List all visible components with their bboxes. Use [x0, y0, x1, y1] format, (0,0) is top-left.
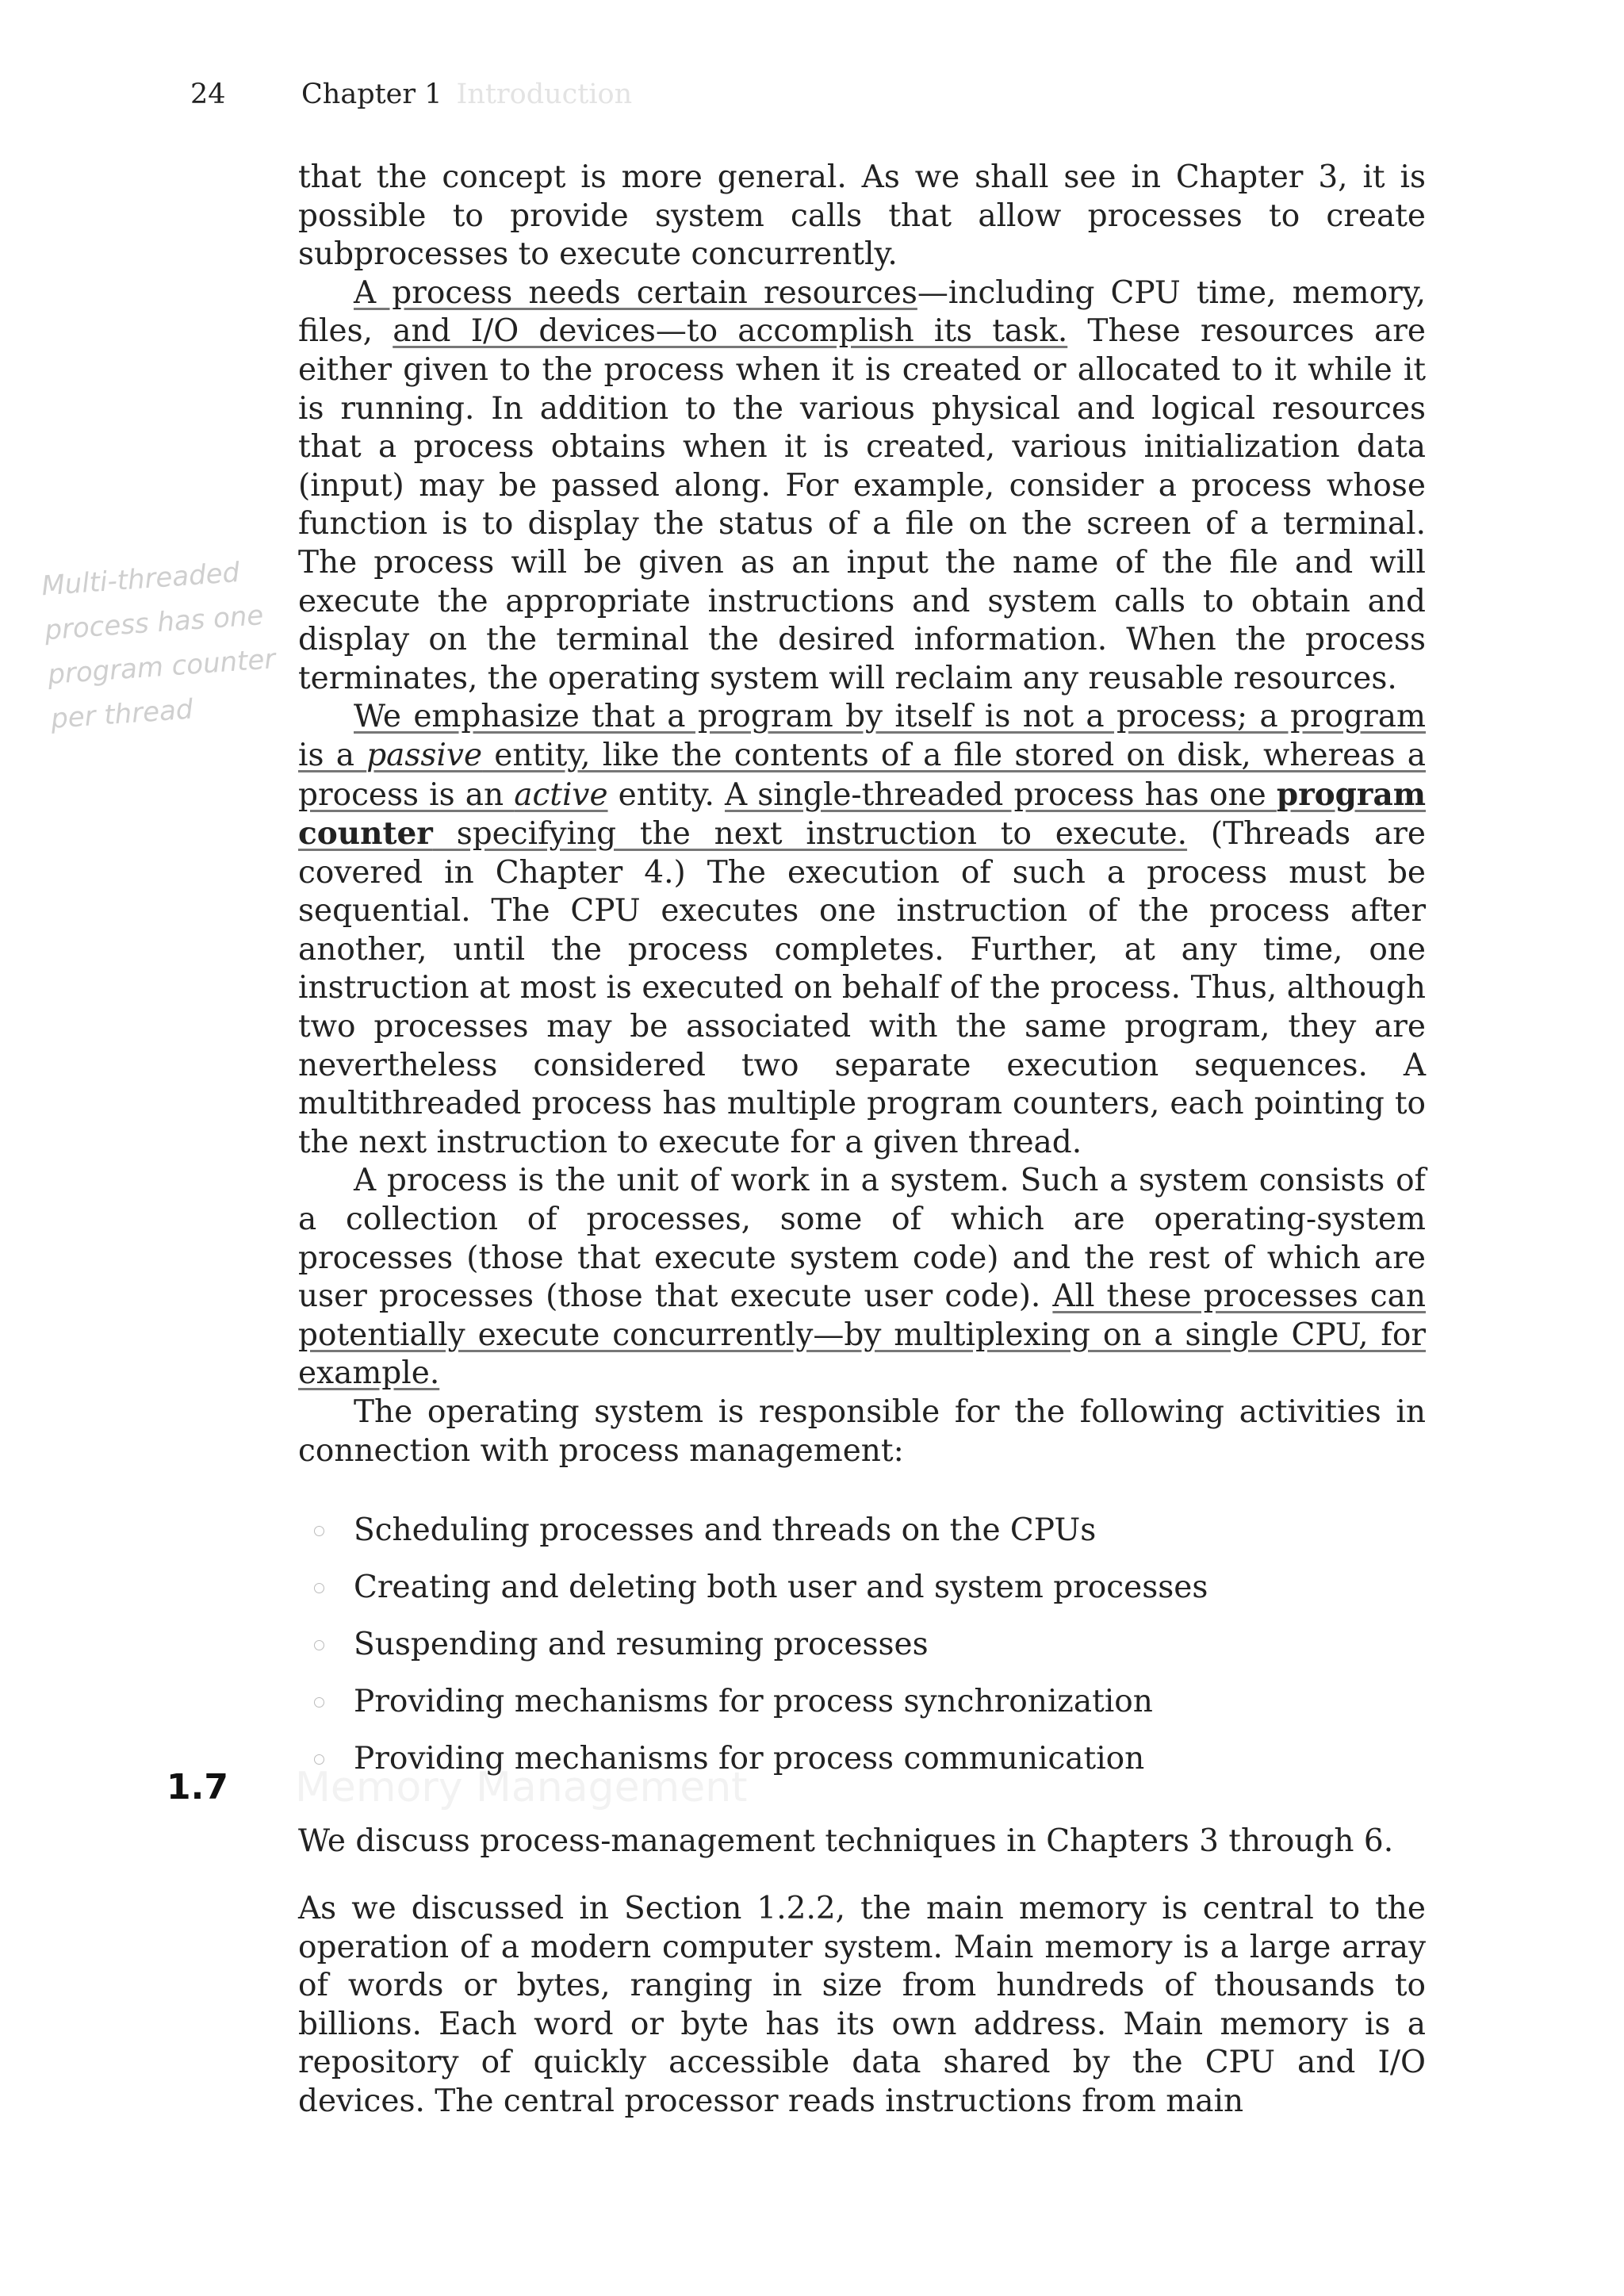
handwritten-margin-note	[40, 546, 306, 742]
activities-list	[298, 1502, 1426, 1788]
section-number: 1.7	[167, 1767, 228, 1807]
chapter-title: Introduction	[456, 79, 633, 110]
list-item: Providing mechanisms for process synchronization	[354, 1673, 1426, 1731]
term-passive: passive	[366, 737, 483, 773]
list-item: Creating and deleting both user and system processes	[354, 1559, 1426, 1616]
list-item: Scheduling processes and threads on the CPUs	[354, 1502, 1426, 1559]
summary-paragraph: We discuss process-management techniques in Chapters 3 through 6.	[298, 1823, 1394, 1860]
chapter-label: Chapter 1	[301, 79, 442, 110]
underlined-text: All these processes can potentially execute concurrently—by multiplexing on a single CPU, for example.	[298, 1278, 1426, 1392]
text-run: (Threads are covered in Chapter 4.) The execution of such a process must be sequential. The CPU executes one instruction of the process after another, until the process completes. Further, at any time, one instruction at most is executed on behalf of the process. Thus, although two processes may be associated with the same program, they are nevertheless considered two separate execution sequences. A multithreaded process has multiple program counters, each pointing to the next instruction to execute for a given thread.	[298, 816, 1426, 1160]
underlined-text: and I/O devices—to accomplish its task.	[393, 313, 1068, 350]
paragraph-3	[298, 698, 1426, 1162]
text-run: These resources are either given to the process when it is created or allocated to it while it is running. In addition to the various physical and logical resources that a process obtains when it is created, various initialization data (input) may be passed along. For example, consider a process whose function is to display the status of a file on the screen of a terminal. The process will be given as an input the name of the file and will execute the appropriate instructions and system calls to obtain and display on the terminal the desired information. When the process terminates, the operating system will reclaim any reusable resources.	[298, 313, 1427, 696]
underlined-text: A single-threaded process has one	[725, 776, 1277, 813]
margin-note-line: Multi-threaded	[40, 556, 241, 603]
underlined-text: A process needs certain resources	[354, 274, 917, 311]
list-item: Providing mechanisms for process communication	[354, 1731, 1426, 1788]
underlined-text: specifying the next instruction to execute.	[432, 816, 1188, 853]
page-number: 24	[190, 79, 226, 110]
paragraph-5: The operating system is responsible for the following activities in connection with process management:	[298, 1394, 1426, 1469]
body-text	[298, 159, 1426, 1861]
running-head	[301, 81, 632, 109]
margin-note-line: program counter	[46, 643, 277, 692]
text-run: entity.	[607, 776, 726, 813]
paragraph-4	[298, 1162, 1426, 1393]
margin-note-line: per thread	[49, 693, 194, 735]
underlined-text: entity, like the contents of a file stored on disk, whereas a process is an	[298, 737, 1426, 813]
term-active: active	[514, 776, 608, 813]
term-program-counter: program counter	[298, 776, 1427, 853]
text-run: —including CPU time, memory, files,	[298, 274, 1426, 350]
section-body	[298, 1890, 1426, 2122]
text-run: A process is the unit of work in a system. Such a system consists of a collection of processes, some of which are operating-system processes (those that execute system code) and the rest of which are user processes (those that execute user code).	[298, 1163, 1426, 1315]
paragraph-1: that the concept is more general. As we shall see in Chapter 3, it is possible to provide system calls that allow processes to create subprocesses to execute concurrently.	[298, 159, 1426, 273]
list-item: Suspending and resuming processes	[354, 1616, 1426, 1673]
underlined-text: We emphasize that a program by itself is not a process; a program is a	[298, 699, 1426, 773]
section-title: Memory Management	[295, 1764, 748, 1811]
paragraph-2	[298, 274, 1426, 699]
section-paragraph: As we discussed in Section 1.2.2, the main memory is central to the operation of a modern computer system. Main memory is a large array of words or bytes, ranging in size from hundreds of thousands to billions. Each word or byte has its own address. Main memory is a repository of quickly accessible data shared by the CPU and I/O devices. The central processor reads instructions from main	[298, 1891, 1426, 2119]
margin-note-line: process has one	[44, 599, 265, 647]
